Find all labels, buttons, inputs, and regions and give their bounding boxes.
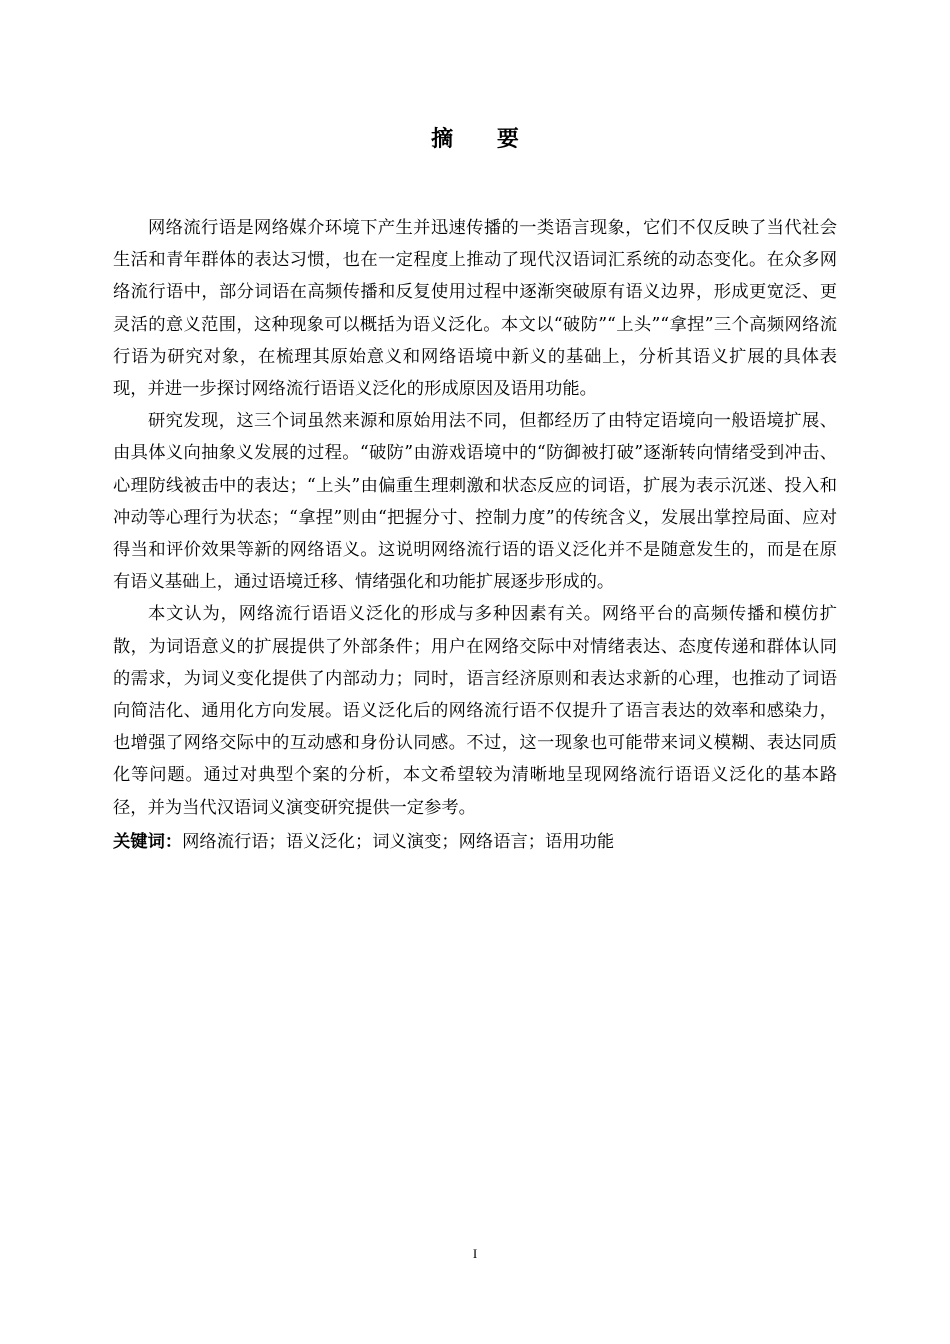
abstract-paragraph-3: 本文认为，网络流行语语义泛化的形成与多种因素有关。网络平台的高频传播和模仿扩散，为词语意义的扩展提供了外部条件；用户在网络交际中对情绪表达、态度传递和群体认同的需求，为词义变化提供了内部动力；同时，语言经济原则和表达求新的心理，也推动了词语向简洁化、通用化方向发展。语义泛化后的网络流行语不仅提升了语言表达的效率和感染力，也增强了网络交际中的互动感和身份认同感。不过，这一现象也可能带来词义模糊、表达同质化等问题。通过对典型个案的分析，本文希望较为清晰地呈现网络流行语语义泛化的基本路径，并为当代汉语词义演变研究提供一定参考。 — [113, 604, 837, 818]
page-number: I — [472, 1246, 478, 1261]
abstract-title: 摘 要 — [431, 127, 537, 152]
abstract-paragraph-2: 研究发现，这三个词虽然来源和原始用法不同，但都经历了由特定语境向一般语境扩展、由具体义向抽象义发展的过程。“破防”由游戏语境中的“防御被打破”逐渐转向情绪受到冲击、心理防线被击中的表达；“上头”由偏重生理刺激和状态反应的词语，扩展为表示沉迷、投入和冲动等心理行为状态；“拿捏”则由“把握分寸、控制力度”的传统含义，发展出掌控局面、应对得当和评价效果等新的网络语义。这说明网络流行语的语义泛化并不是随意发生的，而是在原有语义基础上，通过语境迁移、情绪强化和功能扩展逐步形成的。 — [113, 411, 837, 593]
abstract-body — [113, 212, 837, 858]
keywords-text: 网络流行语；语义泛化；词义演变；网络语言；语用功能 — [182, 831, 615, 852]
keywords-line — [113, 826, 837, 858]
abstract-paragraph-1: 网络流行语是网络媒介环境下产生并迅速传播的一类语言现象，它们不仅反映了当代社会生活和青年群体的表达习惯，也在一定程度上推动了现代汉语词汇系统的动态变化。在众多网络流行语中，部分词语在高频传播和反复使用过程中逐渐突破原有语义边界，形成更宽泛、更灵活的意义范围，这种现象可以概括为语义泛化。本文以“破防”“上头”“拿捏”三个高频网络流行语为研究对象，在梳理其原始意义和网络语境中新义的基础上，分析其语义扩展的具体表现，并进一步探讨网络流行语语义泛化的形成原因及语用功能。 — [113, 218, 837, 400]
keywords-label: 关键词： — [113, 831, 183, 852]
